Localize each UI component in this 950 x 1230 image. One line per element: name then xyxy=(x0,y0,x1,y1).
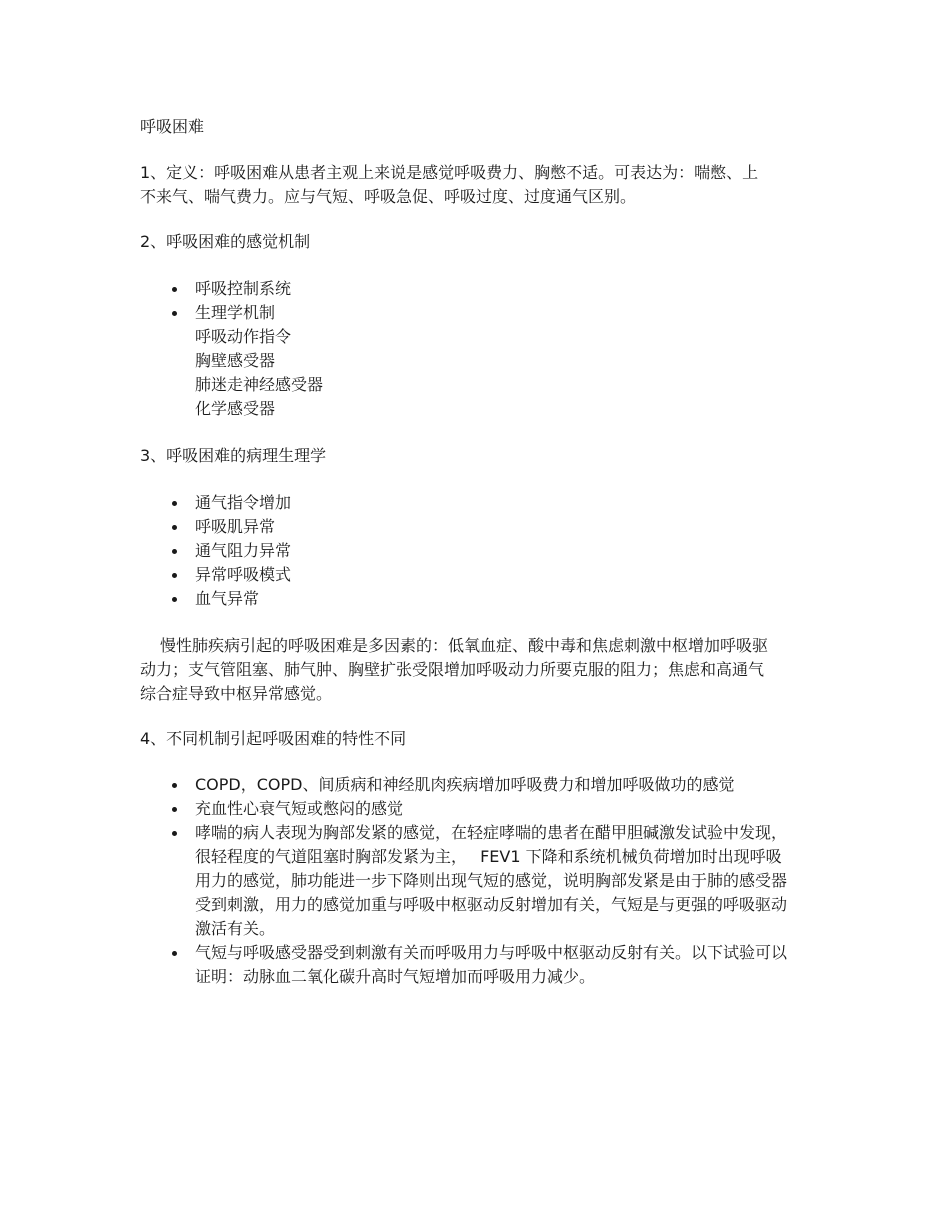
list-item xyxy=(195,539,795,563)
sub-item: 胸壁感受器 xyxy=(195,351,276,370)
list-item xyxy=(195,941,795,989)
list-item-text: 哮喘的病人表现为胸部发紧的感觉，在轻症哮喘的患者在醋甲胆碱激发试验中发现，很轻程度的气道阻塞时胸部发紧为主， FEV1 下降和系统机械负荷增加时出现呼吸用力的感觉，肺功能进一步下降则出现气短的感觉，说明胸部发紧是由于肺的感受器受到刺激，用力的感觉加重与呼吸中枢驱动反射增加有关，气短是与更强的呼吸驱动激活有关。 xyxy=(195,823,788,938)
list-item xyxy=(195,563,795,587)
bullet-icon xyxy=(172,831,177,836)
definition-paragraph: 1、定义：呼吸困难从患者主观上来说是感觉呼吸费力、胸憋不适。可表达为：喘憋、上不来气、喘气费力。应与气短、呼吸急促、呼吸过度、过度通气区别。 xyxy=(140,163,759,206)
bullet-icon xyxy=(172,807,177,812)
list-item xyxy=(195,773,795,797)
list-item-text: 生理学机制 xyxy=(195,303,276,322)
bullet-icon xyxy=(172,311,177,316)
section-heading-pathophysiology: 3、呼吸困难的病理生理学 xyxy=(140,446,327,465)
bullet-icon xyxy=(172,573,177,578)
list-item-text: 血气异常 xyxy=(195,589,260,608)
sub-item: 肺迷走神经感受器 xyxy=(195,375,324,394)
list-item-text: 通气指令增加 xyxy=(195,493,292,512)
list-item-text: 呼吸控制系统 xyxy=(195,279,292,298)
list-item xyxy=(195,515,795,539)
mechanism-list xyxy=(195,277,795,421)
section-heading-characteristics: 4、不同机制引起呼吸困难的特性不同 xyxy=(140,729,407,748)
bullet-icon xyxy=(172,783,177,788)
sub-item: 化学感受器 xyxy=(195,399,276,418)
list-item xyxy=(195,587,795,611)
list-item xyxy=(195,301,795,421)
bullet-icon xyxy=(172,951,177,956)
list-item xyxy=(195,797,795,821)
list-item-text: COPD，COPD、间质病和神经肌肉疾病增加呼吸费力和增加呼吸做功的感觉 xyxy=(195,775,735,794)
section-heading-mechanism: 2、呼吸困难的感觉机制 xyxy=(140,232,311,251)
list-item-text: 通气阻力异常 xyxy=(195,541,292,560)
bullet-icon xyxy=(172,597,177,602)
bullet-icon xyxy=(172,549,177,554)
body-paragraph: 慢性肺疾病引起的呼吸困难是多因素的：低氧血症、酸中毒和焦虑刺激中枢增加呼吸驱动力；支气管阻塞、肺气肿、胸壁扩张受限增加呼吸动力所要克服的阻力；焦虑和高通气综合症导致中枢异常感觉。 xyxy=(140,636,769,703)
pathophysiology-list xyxy=(195,491,795,611)
list-item-text: 充血性心衰气短或憋闷的感觉 xyxy=(195,799,404,818)
sub-item: 呼吸动作指令 xyxy=(195,327,292,346)
list-item-text: 气短与呼吸感受器受到刺激有关而呼吸用力与呼吸中枢驱动反射有关。以下试验可以证明：动脉血二氧化碳升高时气短增加而呼吸用力减少。 xyxy=(195,943,788,986)
list-item-text: 异常呼吸模式 xyxy=(195,565,292,584)
list-item xyxy=(195,821,795,941)
list-item xyxy=(195,491,795,515)
bullet-icon xyxy=(172,501,177,506)
characteristics-list xyxy=(195,773,795,989)
page-title: 呼吸困难 xyxy=(140,117,205,136)
bullet-icon xyxy=(172,287,177,292)
list-item-text: 呼吸肌异常 xyxy=(195,517,276,536)
bullet-icon xyxy=(172,525,177,530)
list-item xyxy=(195,277,795,301)
